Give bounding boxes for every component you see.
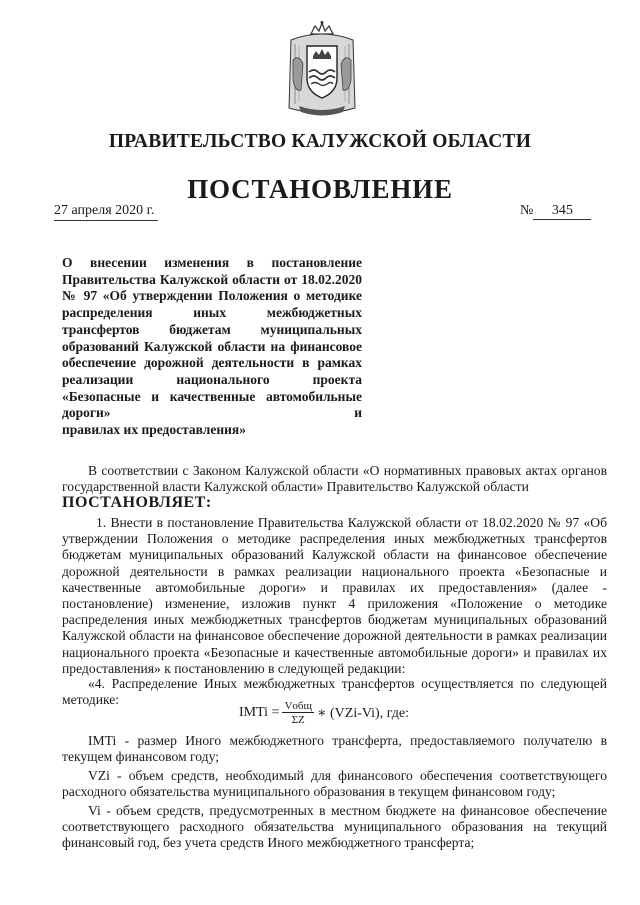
document-type-title: ПОСТАНОВЛЕНИЕ: [187, 174, 453, 204]
resolves-heading: ПОСТАНОВЛЯЕТ:: [62, 494, 212, 511]
subject-line: области на финансовое обеспечение дорожной: [62, 338, 362, 371]
subject-line: правилах их предоставления»: [62, 422, 246, 438]
document-number: [520, 203, 591, 220]
subject-line: качественные автомобильные дороги» и: [62, 388, 362, 421]
definition-vi: Vi - объем средств, предусмотренных в местном бюджете на финансовое обеспечение соответствующего расходного обязательства муниципального образования на текущий финансовый год, без учета средств Иного межбюджетного трансферта;: [62, 803, 607, 851]
kaluga-coat-of-arms-icon: [285, 20, 359, 120]
number-value: 345: [533, 203, 591, 220]
number-label: №: [520, 203, 534, 218]
subject-line: межбюджетных трансфертов бюджетам: [62, 305, 362, 337]
formula-rhs: ∗ (VZi-Vi), где:: [316, 705, 409, 721]
distribution-formula: [239, 700, 409, 726]
formula-fraction: [282, 700, 314, 726]
formula-numerator: Vобщ: [284, 700, 312, 712]
organization-name: ПРАВИТЕЛЬСТВО КАЛУЖСКОЙ ОБЛАСТИ: [108, 131, 532, 152]
subject-line: Правительства Калужской области: [62, 271, 281, 287]
subject-line: национального проекта «Безопасные и: [62, 371, 363, 404]
definition-vzi: VZi - объем средств, необходимый для финансового обеспечения соответствующего расходного обязательства муниципального образования в текущем финансовом году;: [62, 768, 607, 800]
subject-line: О внесении изменения в постановление: [62, 255, 362, 270]
paragraph-4: «4. Распределение Иных межбюджетных трансфертов осуществляется по следующей методике:: [62, 676, 607, 708]
subject-line: Положения о методике распределения иных: [62, 288, 363, 321]
subject-line: деятельности в рамках реализации: [62, 355, 362, 387]
paragraph-1: 1. Внести в постановление Правительства Калужской области от 18.02.2020 № 97 «Об утверждении Положения о методике распределения иных межбюджетных трансфертов бюджетам муниципальных образований Калужской области на финансовое обеспечение дорожной деятельности в рамках реализации национального проекта «Безопасные и качественные автомобильные дороги» и правилах их предоставления» (далее - постановление) изменение, изложив пункт 4 приложения «Положение о методике распределения иных межбюджетных трансфертов бюджетам муниципальных образований Калужской области на финансовое обеспечение дорожной деятельности в рамках реализации национального проекта «Безопасные и качественные автомобильные дороги» и правилах их предоставления» к постановлению в следующей редакции:: [62, 515, 607, 676]
preamble-paragraph: В соответствии с Законом Калужской области «О нормативных правовых актах органов государственной власти Калужской области» Правительство Калужской области: [62, 463, 607, 495]
document-date: 27 апреля 2020 г.: [54, 203, 158, 221]
document-subject: [62, 255, 362, 439]
definition-imti: IMTi - размер Иного межбюджетного трансферта, предоставляемого получателю в текущем финансовом году;: [62, 733, 607, 765]
formula-denominator: ΣZ: [291, 714, 305, 726]
subject-line: муниципальных образований Калужской: [62, 321, 362, 354]
subject-line: от 18.02.2020 № 97 «Об утверждении: [62, 271, 363, 304]
formula-lhs: IMTi =: [239, 705, 280, 720]
